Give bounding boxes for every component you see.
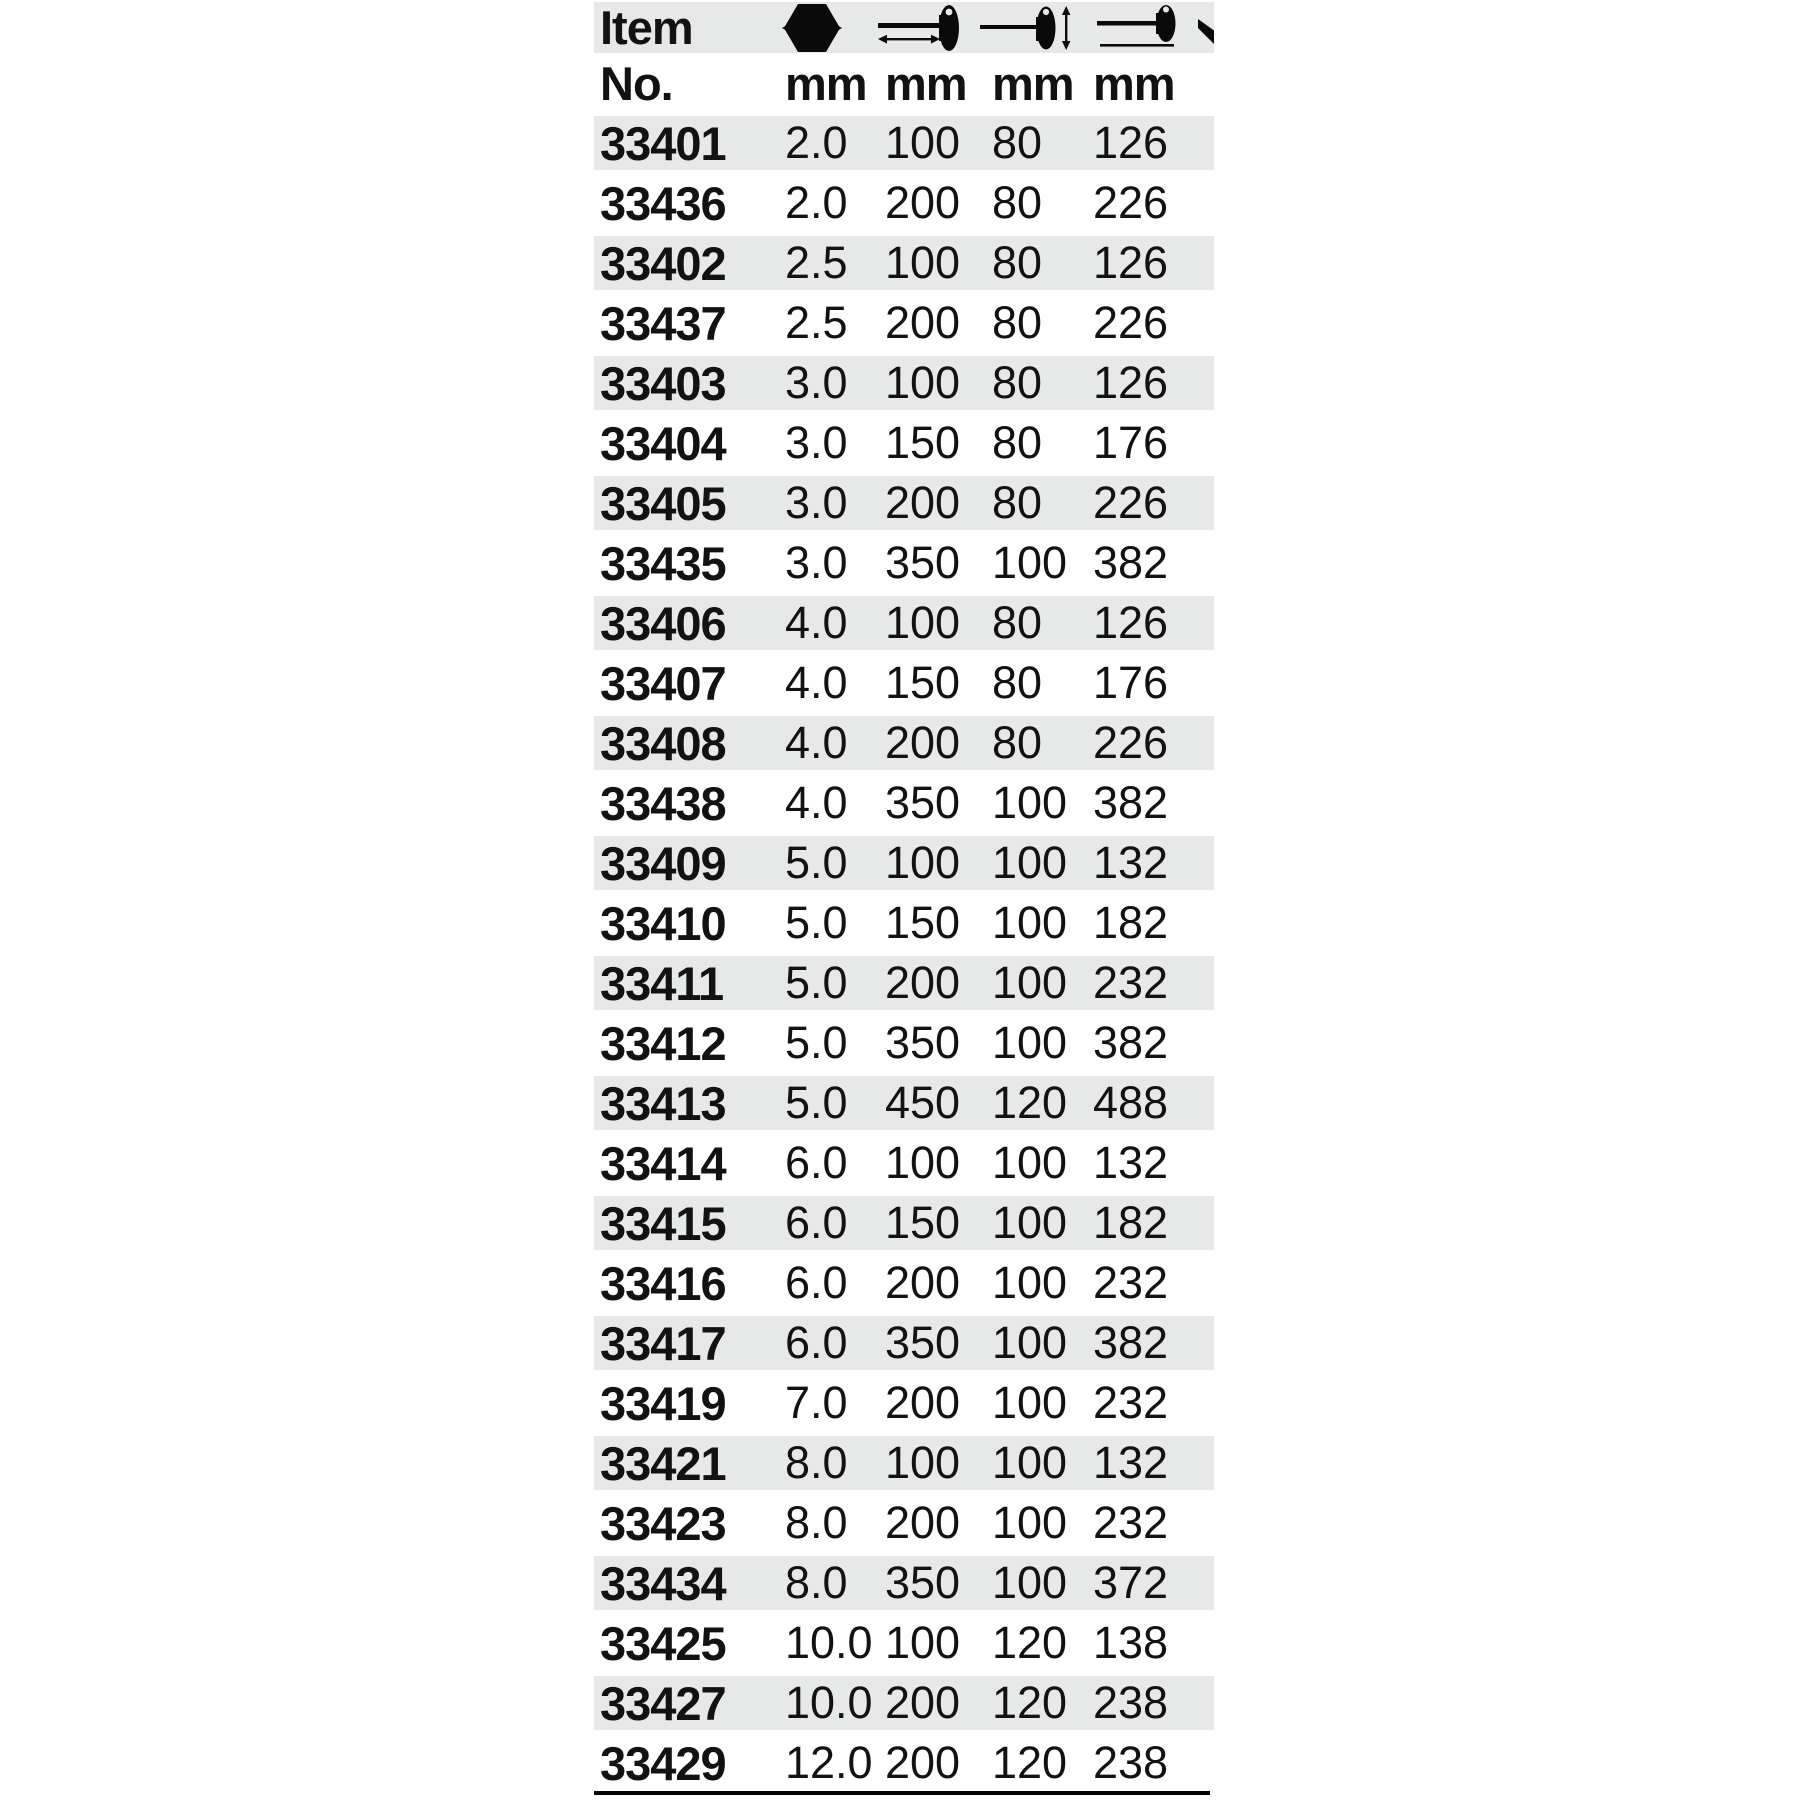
cell-blade-length-mm: 200 bbox=[885, 957, 961, 1008]
cell-hex-size-mm: 4.0 bbox=[785, 717, 848, 768]
cell-overall-length-mm: 182 bbox=[1093, 897, 1169, 948]
cell-item-no: 33419 bbox=[600, 1376, 726, 1430]
cell-item-no: 33435 bbox=[600, 536, 726, 590]
cell-item-no: 33429 bbox=[600, 1736, 726, 1790]
table-row bbox=[594, 1373, 1214, 1433]
table-row bbox=[594, 473, 1214, 533]
cell-handle-length-mm: 100 bbox=[992, 957, 1068, 1008]
cell-hex-size-mm: 4.0 bbox=[785, 777, 848, 828]
cell-item-no: 33403 bbox=[600, 356, 726, 410]
cell-handle-length-mm: 120 bbox=[992, 1077, 1068, 1128]
cell-overall-length-mm: 132 bbox=[1093, 837, 1169, 888]
cell-overall-length-mm: 232 bbox=[1093, 1377, 1169, 1428]
cell-handle-length-mm: 120 bbox=[992, 1677, 1068, 1728]
table-bottom-rule bbox=[594, 1791, 1210, 1795]
unit-label-blade: mm bbox=[885, 56, 967, 110]
cell-item-no: 33417 bbox=[600, 1316, 726, 1370]
cell-overall-length-mm: 126 bbox=[1093, 237, 1169, 288]
cell-item-no: 33438 bbox=[600, 776, 726, 830]
table-row bbox=[594, 113, 1214, 173]
cell-blade-length-mm: 150 bbox=[885, 417, 961, 468]
cell-overall-length-mm: 382 bbox=[1093, 1317, 1169, 1368]
cell-hex-size-mm: 12.0 bbox=[785, 1737, 873, 1788]
cell-handle-length-mm: 100 bbox=[992, 1137, 1068, 1188]
cell-blade-length-mm: 200 bbox=[885, 1497, 961, 1548]
cell-overall-length-mm: 488 bbox=[1093, 1077, 1169, 1128]
cell-blade-length-mm: 200 bbox=[885, 297, 961, 348]
cell-blade-length-mm: 100 bbox=[885, 237, 961, 288]
table-row bbox=[594, 653, 1214, 713]
hex-across-flats-icon bbox=[782, 2, 842, 53]
cell-handle-length-mm: 120 bbox=[992, 1737, 1068, 1788]
table-row bbox=[594, 233, 1214, 293]
cell-hex-size-mm: 6.0 bbox=[785, 1197, 848, 1248]
table-header-icons-row bbox=[594, 2, 1214, 53]
cell-item-no: 33405 bbox=[600, 476, 726, 530]
table-row bbox=[594, 593, 1214, 653]
cell-blade-length-mm: 450 bbox=[885, 1077, 961, 1128]
table-row bbox=[594, 533, 1214, 593]
cell-handle-length-mm: 100 bbox=[992, 1497, 1068, 1548]
table-row bbox=[594, 1313, 1214, 1373]
cell-overall-length-mm: 372 bbox=[1093, 1557, 1169, 1608]
cell-item-no: 33415 bbox=[600, 1196, 726, 1250]
cell-overall-length-mm: 238 bbox=[1093, 1677, 1169, 1728]
cell-handle-length-mm: 80 bbox=[992, 177, 1043, 228]
cell-blade-length-mm: 200 bbox=[885, 477, 961, 528]
cell-item-no: 33423 bbox=[600, 1496, 726, 1550]
checkmark-icon-partial bbox=[1198, 2, 1214, 53]
cell-overall-length-mm: 176 bbox=[1093, 417, 1169, 468]
cell-item-no: 33408 bbox=[600, 716, 726, 770]
table-row bbox=[594, 773, 1214, 833]
cell-blade-length-mm: 350 bbox=[885, 777, 961, 828]
cell-handle-length-mm: 100 bbox=[992, 1257, 1068, 1308]
table-row bbox=[594, 1193, 1214, 1253]
cell-item-no: 33406 bbox=[600, 596, 726, 650]
cell-blade-length-mm: 200 bbox=[885, 717, 961, 768]
cell-item-no: 33407 bbox=[600, 656, 726, 710]
table-row bbox=[594, 1133, 1214, 1193]
cell-blade-length-mm: 100 bbox=[885, 1137, 961, 1188]
table-row bbox=[594, 1493, 1214, 1553]
cell-overall-length-mm: 132 bbox=[1093, 1137, 1169, 1188]
cell-hex-size-mm: 8.0 bbox=[785, 1437, 848, 1488]
cell-blade-length-mm: 200 bbox=[885, 1737, 961, 1788]
cell-overall-length-mm: 238 bbox=[1093, 1737, 1169, 1788]
table-row bbox=[594, 833, 1214, 893]
cell-item-no: 33409 bbox=[600, 836, 726, 890]
table-row bbox=[594, 953, 1214, 1013]
cell-hex-size-mm: 10.0 bbox=[785, 1677, 873, 1728]
cell-item-no: 33414 bbox=[600, 1136, 726, 1190]
table-row bbox=[594, 713, 1214, 773]
blade-length-icon bbox=[876, 2, 960, 53]
cell-overall-length-mm: 226 bbox=[1093, 297, 1169, 348]
cell-blade-length-mm: 150 bbox=[885, 1197, 961, 1248]
table-row bbox=[594, 1433, 1214, 1493]
table-row bbox=[594, 893, 1214, 953]
table-row bbox=[594, 1073, 1214, 1133]
cell-item-no: 33416 bbox=[600, 1256, 726, 1310]
table-row bbox=[594, 1673, 1214, 1733]
cell-hex-size-mm: 5.0 bbox=[785, 957, 848, 1008]
cell-overall-length-mm: 232 bbox=[1093, 957, 1169, 1008]
cell-hex-size-mm: 5.0 bbox=[785, 1017, 848, 1068]
cell-blade-length-mm: 350 bbox=[885, 1317, 961, 1368]
cell-hex-size-mm: 6.0 bbox=[785, 1137, 848, 1188]
overall-length-icon bbox=[1095, 2, 1179, 53]
cell-blade-length-mm: 150 bbox=[885, 897, 961, 948]
cell-handle-length-mm: 80 bbox=[992, 237, 1043, 288]
cell-item-no: 33425 bbox=[600, 1616, 726, 1670]
cell-handle-length-mm: 80 bbox=[992, 477, 1043, 528]
cell-handle-length-mm: 80 bbox=[992, 117, 1043, 168]
cell-blade-length-mm: 350 bbox=[885, 1557, 961, 1608]
spec-table bbox=[594, 0, 1214, 1800]
cell-handle-length-mm: 100 bbox=[992, 1377, 1068, 1428]
cell-overall-length-mm: 232 bbox=[1093, 1497, 1169, 1548]
cell-handle-length-mm: 100 bbox=[992, 837, 1068, 888]
cell-overall-length-mm: 226 bbox=[1093, 477, 1169, 528]
cell-hex-size-mm: 5.0 bbox=[785, 1077, 848, 1128]
cell-overall-length-mm: 382 bbox=[1093, 1017, 1169, 1068]
cell-hex-size-mm: 5.0 bbox=[785, 897, 848, 948]
table-row bbox=[594, 1613, 1214, 1673]
cell-hex-size-mm: 6.0 bbox=[785, 1317, 848, 1368]
cell-item-no: 33427 bbox=[600, 1676, 726, 1730]
table-row bbox=[594, 413, 1214, 473]
cell-blade-length-mm: 100 bbox=[885, 357, 961, 408]
cell-hex-size-mm: 7.0 bbox=[785, 1377, 848, 1428]
cell-overall-length-mm: 126 bbox=[1093, 117, 1169, 168]
cell-hex-size-mm: 3.0 bbox=[785, 417, 848, 468]
cell-overall-length-mm: 126 bbox=[1093, 357, 1169, 408]
table-row bbox=[594, 1253, 1214, 1313]
cell-handle-length-mm: 100 bbox=[992, 1437, 1068, 1488]
cell-handle-length-mm: 100 bbox=[992, 777, 1068, 828]
cell-blade-length-mm: 200 bbox=[885, 177, 961, 228]
cell-item-no: 33404 bbox=[600, 416, 726, 470]
cell-handle-length-mm: 120 bbox=[992, 1617, 1068, 1668]
cell-blade-length-mm: 200 bbox=[885, 1677, 961, 1728]
table-row bbox=[594, 1013, 1214, 1073]
unit-label-overall: mm bbox=[1093, 56, 1175, 110]
cell-handle-length-mm: 80 bbox=[992, 717, 1043, 768]
cell-hex-size-mm: 3.0 bbox=[785, 537, 848, 588]
cell-overall-length-mm: 226 bbox=[1093, 717, 1169, 768]
cell-overall-length-mm: 226 bbox=[1093, 177, 1169, 228]
header-item-label: Item bbox=[600, 2, 693, 53]
cell-overall-length-mm: 176 bbox=[1093, 657, 1169, 708]
cell-item-no: 33434 bbox=[600, 1556, 726, 1610]
unit-label-handle: mm bbox=[992, 56, 1074, 110]
cell-blade-length-mm: 350 bbox=[885, 537, 961, 588]
table-row bbox=[594, 173, 1214, 233]
cell-blade-length-mm: 100 bbox=[885, 1437, 961, 1488]
cell-hex-size-mm: 2.0 bbox=[785, 117, 848, 168]
cell-handle-length-mm: 80 bbox=[992, 657, 1043, 708]
cell-blade-length-mm: 350 bbox=[885, 1017, 961, 1068]
cell-handle-length-mm: 100 bbox=[992, 537, 1068, 588]
cell-blade-length-mm: 200 bbox=[885, 1377, 961, 1428]
cell-item-no: 33410 bbox=[600, 896, 726, 950]
cell-hex-size-mm: 2.5 bbox=[785, 237, 848, 288]
cell-blade-length-mm: 100 bbox=[885, 597, 961, 648]
cell-hex-size-mm: 4.0 bbox=[785, 597, 848, 648]
cell-handle-length-mm: 80 bbox=[992, 297, 1043, 348]
cell-item-no: 33411 bbox=[600, 956, 724, 1010]
cell-hex-size-mm: 6.0 bbox=[785, 1257, 848, 1308]
table-row bbox=[594, 353, 1214, 413]
cell-overall-length-mm: 126 bbox=[1093, 597, 1169, 648]
cell-hex-size-mm: 3.0 bbox=[785, 357, 848, 408]
cell-item-no: 33401 bbox=[600, 116, 726, 170]
cell-item-no: 33421 bbox=[600, 1436, 726, 1490]
cell-overall-length-mm: 382 bbox=[1093, 537, 1169, 588]
table-body bbox=[594, 113, 1214, 1793]
cell-overall-length-mm: 132 bbox=[1093, 1437, 1169, 1488]
cell-hex-size-mm: 3.0 bbox=[785, 477, 848, 528]
cell-handle-length-mm: 100 bbox=[992, 1557, 1068, 1608]
cell-handle-length-mm: 80 bbox=[992, 417, 1043, 468]
cell-hex-size-mm: 8.0 bbox=[785, 1557, 848, 1608]
cell-overall-length-mm: 382 bbox=[1093, 777, 1169, 828]
cell-blade-length-mm: 150 bbox=[885, 657, 961, 708]
cell-hex-size-mm: 10.0 bbox=[785, 1617, 873, 1668]
cell-overall-length-mm: 138 bbox=[1093, 1617, 1169, 1668]
cell-item-no: 33437 bbox=[600, 296, 726, 350]
cell-blade-length-mm: 100 bbox=[885, 837, 961, 888]
handle-length-icon bbox=[980, 2, 1076, 53]
table-header-units-row bbox=[594, 53, 1214, 113]
unit-label-hex: mm bbox=[785, 56, 867, 110]
table-row bbox=[594, 1553, 1214, 1613]
cell-hex-size-mm: 8.0 bbox=[785, 1497, 848, 1548]
cell-handle-length-mm: 100 bbox=[992, 1017, 1068, 1068]
cell-hex-size-mm: 2.0 bbox=[785, 177, 848, 228]
cell-item-no: 33436 bbox=[600, 176, 726, 230]
table-row bbox=[594, 1733, 1214, 1793]
cell-hex-size-mm: 4.0 bbox=[785, 657, 848, 708]
header-no-label: No. bbox=[600, 56, 673, 110]
cell-blade-length-mm: 100 bbox=[885, 117, 961, 168]
cell-handle-length-mm: 100 bbox=[992, 1317, 1068, 1368]
cell-overall-length-mm: 182 bbox=[1093, 1197, 1169, 1248]
cell-item-no: 33402 bbox=[600, 236, 726, 290]
cell-handle-length-mm: 80 bbox=[992, 357, 1043, 408]
cell-hex-size-mm: 5.0 bbox=[785, 837, 848, 888]
cell-handle-length-mm: 80 bbox=[992, 597, 1043, 648]
table-row bbox=[594, 293, 1214, 353]
cell-overall-length-mm: 232 bbox=[1093, 1257, 1169, 1308]
cell-handle-length-mm: 100 bbox=[992, 897, 1068, 948]
cell-item-no: 33412 bbox=[600, 1016, 726, 1070]
cell-handle-length-mm: 100 bbox=[992, 1197, 1068, 1248]
cell-blade-length-mm: 200 bbox=[885, 1257, 961, 1308]
cell-hex-size-mm: 2.5 bbox=[785, 297, 848, 348]
cell-item-no: 33413 bbox=[600, 1076, 726, 1130]
cell-blade-length-mm: 100 bbox=[885, 1617, 961, 1668]
